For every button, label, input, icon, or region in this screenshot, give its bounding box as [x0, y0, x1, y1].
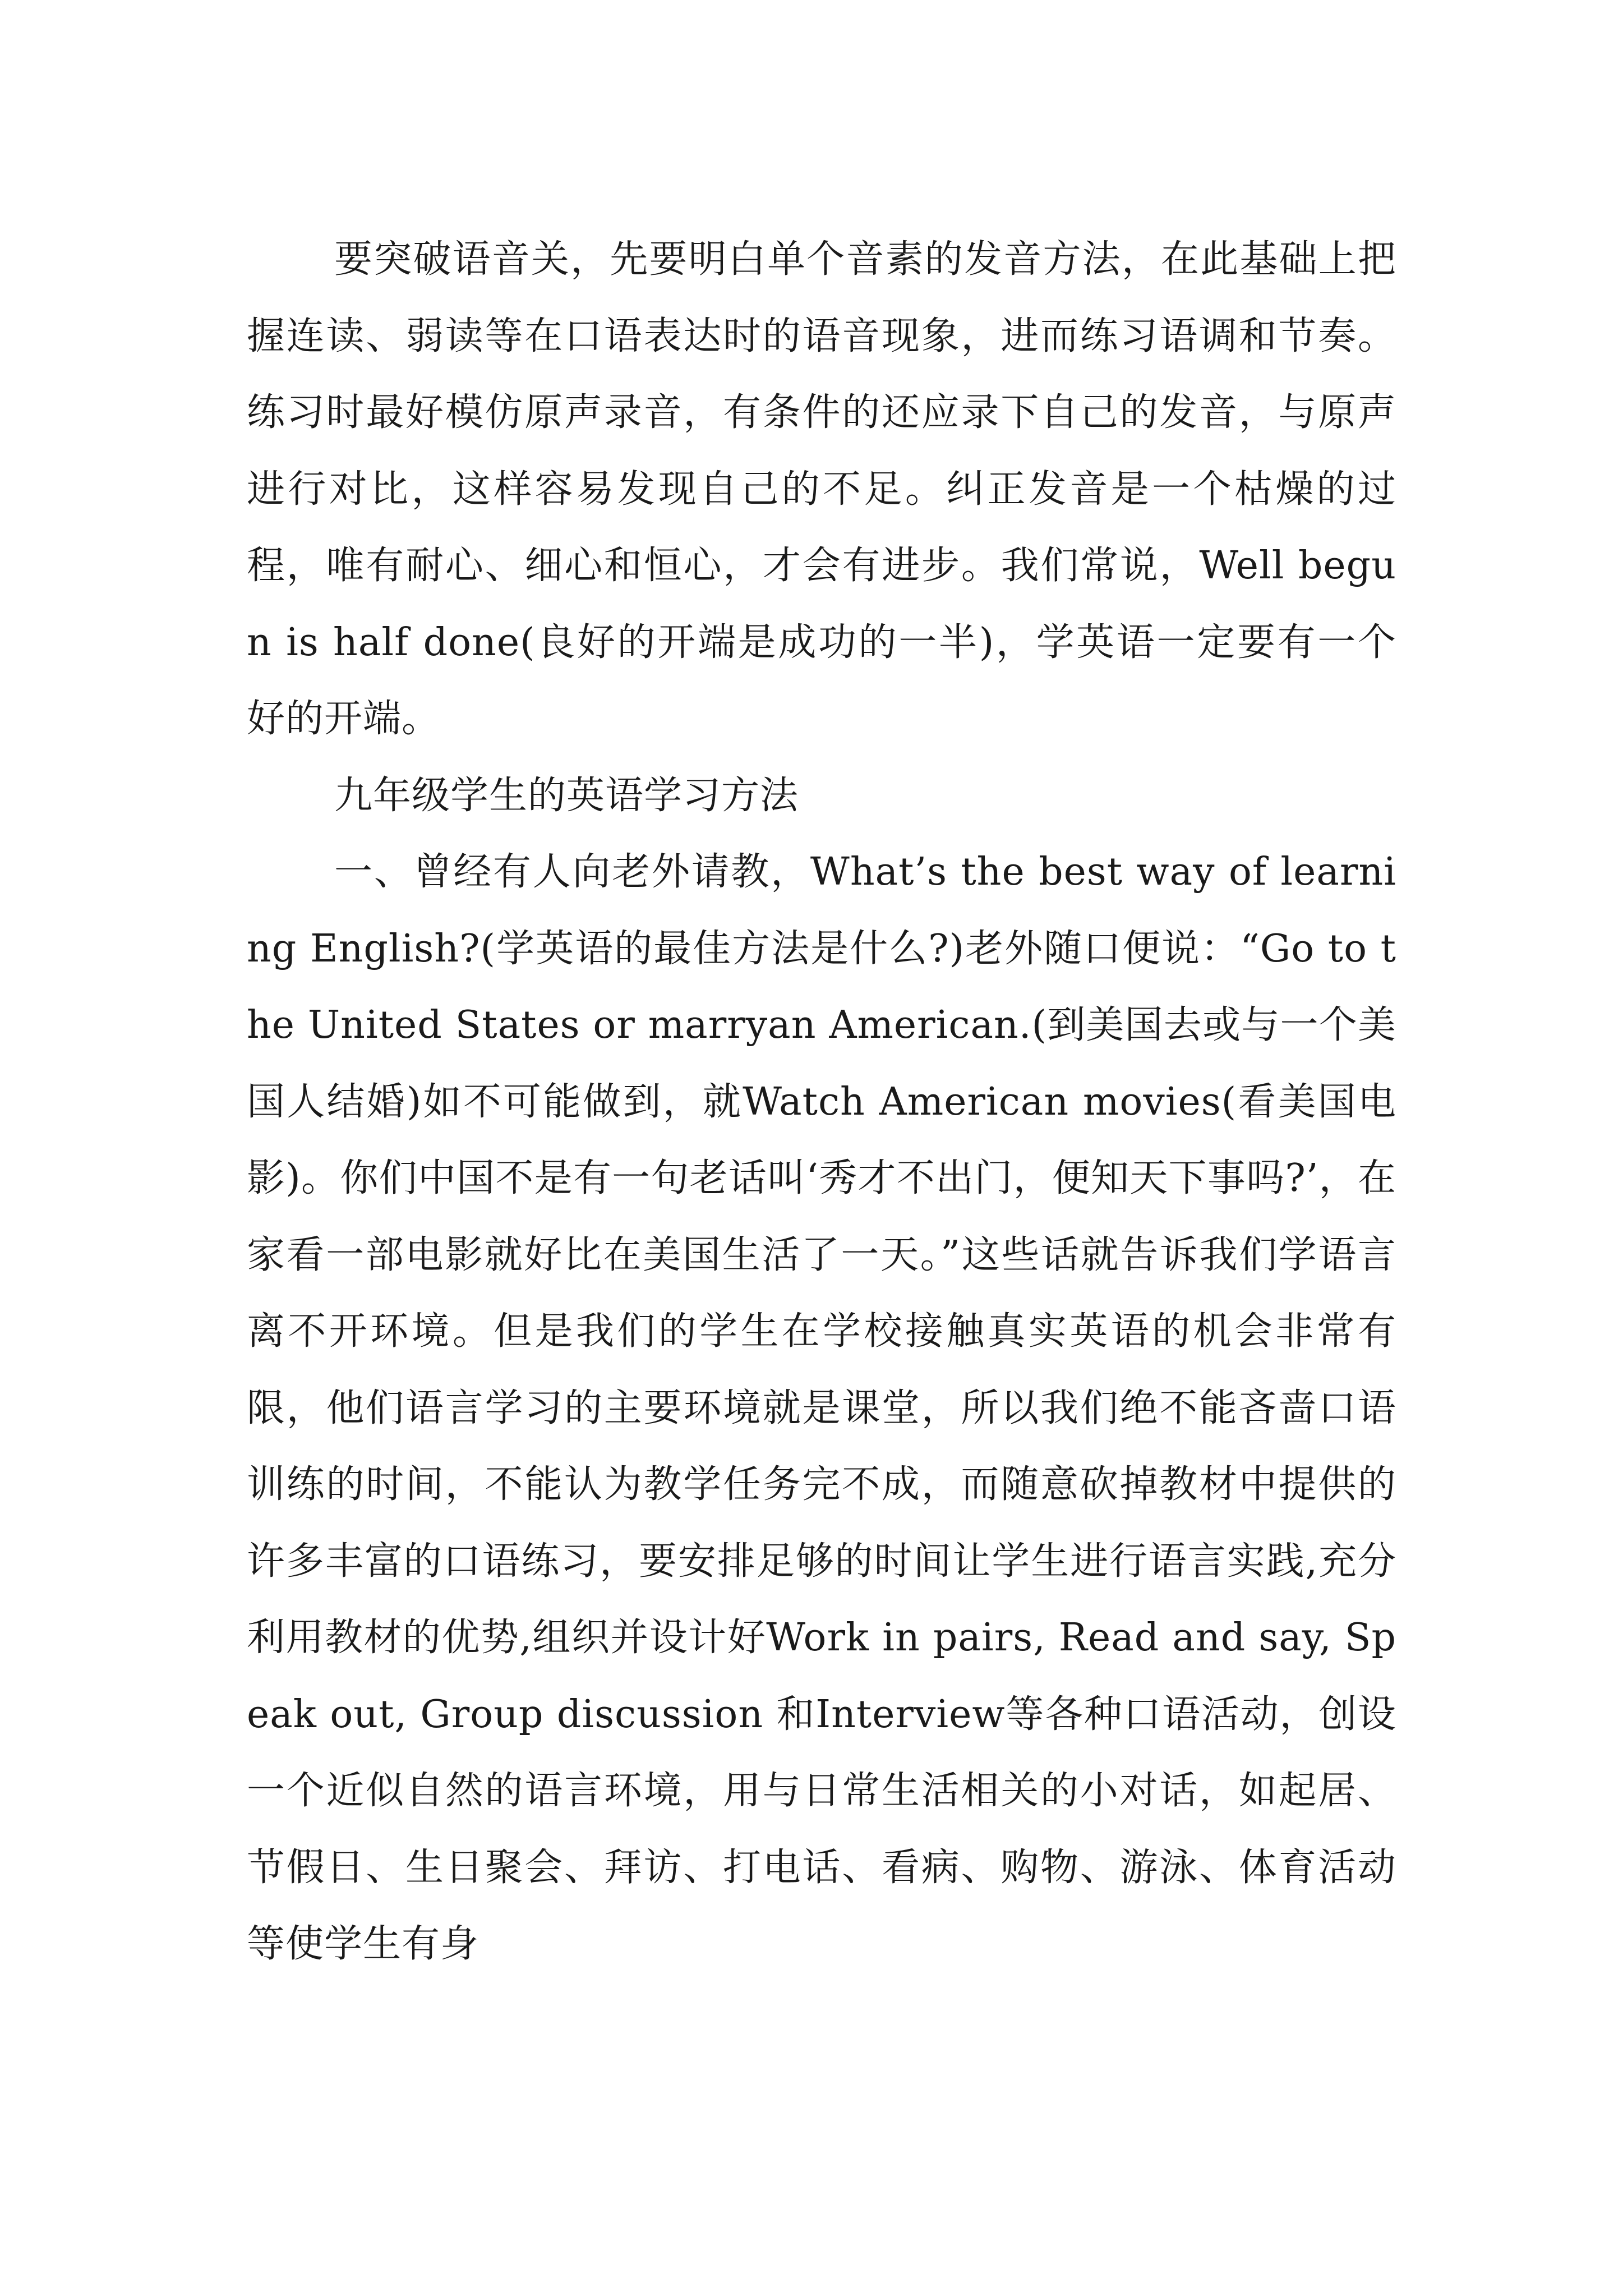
- paragraph-pronunciation: 要突破语音关，先要明白单个音素的发音方法，在此基础上把握连读、弱读等在口语表达时的语音现象，进而练习语调和节奏。练习时最好模仿原声录音，有条件的还应录下自己的发音，与原声进行对比，这样容易发现自己的不足。纠正发音是一个枯燥的过程，唯有耐心、细心和恒心，才会有进步。我们常说，Well begun is half done(良好的开端是成功的一半)，学英语一定要有一个好的开端。: [247, 237, 1396, 741]
- section-heading: 九年级学生的英语学习方法: [334, 773, 799, 818]
- document-page: [247, 222, 1396, 2073]
- paragraph-learning-method: 一、曾经有人向老外请教，What’s the best way of learning English?(学英语的最佳方法是什么?)老外随口便说：“Go to the United States or marryan American.(到美国去或与一个美国人结婚)如不可能做到，就Watch American movies(看美国电影)。你们中国不是有一句老话叫‘秀才不出门，便知天下事吗?’，在家看一部电影就好比在美国生活了一天。”这些话就告诉我们学语言离不开环境。但是我们的学生在学校接触真实英语的机会非常有限，他们语言学习的主要环境就是课堂，所以我们绝不能吝啬口语训练的时间，不能认为教学任务完不成，而随意砍掉教材中提供的许多丰富的口语练习，要安排足够的时间让学生进行语言实践,充分利用教材的优势,组织并设计好Work in pairs, Read and say, Speak out, Group discussion 和Interview等各种口语活动，创设一个近似自然的语言环境，用与日常生活相关的小对话，如起居、节假日、生日聚会、拜访、打电话、看病、购物、游泳、体育活动等使学生有身: [247, 850, 1396, 1966]
